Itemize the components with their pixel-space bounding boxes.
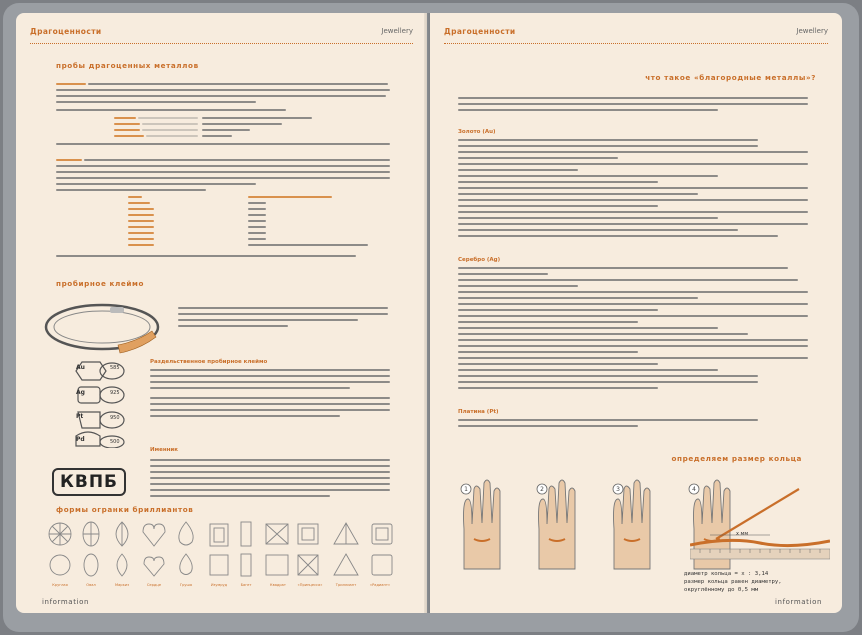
step-3-number: 3	[616, 486, 620, 493]
left-header-jewellery: Jewellery	[381, 27, 413, 35]
badge-ag-number: 925	[110, 390, 120, 396]
ruler-illustration	[690, 533, 830, 563]
step-1-number: 1	[464, 486, 468, 493]
right-header-jewellery: Jewellery	[796, 27, 828, 35]
subtitle-gold: Золото (Au)	[458, 129, 496, 135]
maker-mark-kvpb: КВПБ	[52, 468, 126, 496]
ring-formula-line-1: диаметр кольца = x : 3,14	[684, 571, 769, 577]
left-header-title: Драгоценности	[30, 27, 102, 36]
section-title-ring-size: определяем размер кольца	[671, 454, 802, 463]
badge-pt-number: 950	[110, 415, 120, 421]
left-header-rule	[30, 43, 413, 44]
right-footer: information	[774, 598, 822, 606]
badge-pd-symbol: Pd	[76, 436, 85, 443]
cut-label-radiant: «Радиант»	[369, 583, 391, 587]
section-title-hallmark: пробирное клеймо	[56, 279, 144, 288]
subtitle-platinum: Платина (Pt)	[458, 409, 499, 415]
cut-label-princess: «Принцесса»	[297, 583, 323, 587]
left-header	[30, 27, 413, 41]
cut-label-square: Квадрат	[270, 583, 286, 587]
diamond-cuts-illustration	[46, 520, 406, 582]
cut-label-emerald: Изумруд	[210, 583, 228, 587]
step-2-number: 2	[540, 486, 544, 493]
subtitle-silver: Серебро (Ag)	[458, 257, 501, 263]
left-page	[16, 13, 427, 613]
badge-au-number: 585	[110, 365, 120, 371]
left-footer: information	[42, 598, 90, 606]
subtitle-maker-mark: Именник	[150, 447, 179, 453]
right-page	[430, 13, 842, 613]
subtitle-split-hallmark: Раздельственное пробирное клеймо	[150, 359, 268, 365]
cut-label-oval: Овал	[86, 583, 96, 587]
ruler-length-label: x мм	[736, 531, 749, 537]
right-header-rule	[444, 43, 828, 44]
cut-label-marquise: Маркиз	[114, 583, 129, 587]
cut-label-round: Круглая	[52, 583, 68, 587]
step-4-number: 4	[692, 486, 696, 493]
ring-hallmark-illustration	[40, 293, 168, 361]
section-title-probes: пробы драгоценных металлов	[56, 61, 199, 70]
cut-label-baguette: Багет	[240, 583, 252, 587]
cut-label-trilliant: Триллиант	[335, 583, 357, 587]
badge-ag-symbol: Ag	[76, 389, 85, 396]
badge-pd-number: 500	[110, 439, 120, 445]
ring-formula-line-2: размер кольца равен диаметру,	[684, 579, 782, 585]
section-title-cuts: формы огранки бриллиантов	[56, 505, 194, 514]
cut-label-pear: Груша	[179, 583, 193, 587]
section-title-noble-metals: что такое «благородные металлы»?	[645, 73, 816, 82]
right-header	[444, 27, 828, 41]
right-header-title: Драгоценности	[444, 27, 516, 36]
ring-formula-line-3: округлённому до 0,5 мм	[684, 587, 759, 593]
cut-label-heart: Сердце	[146, 583, 162, 587]
badge-pt-symbol: Pt	[76, 413, 84, 420]
badge-au-symbol: Au	[76, 364, 85, 371]
